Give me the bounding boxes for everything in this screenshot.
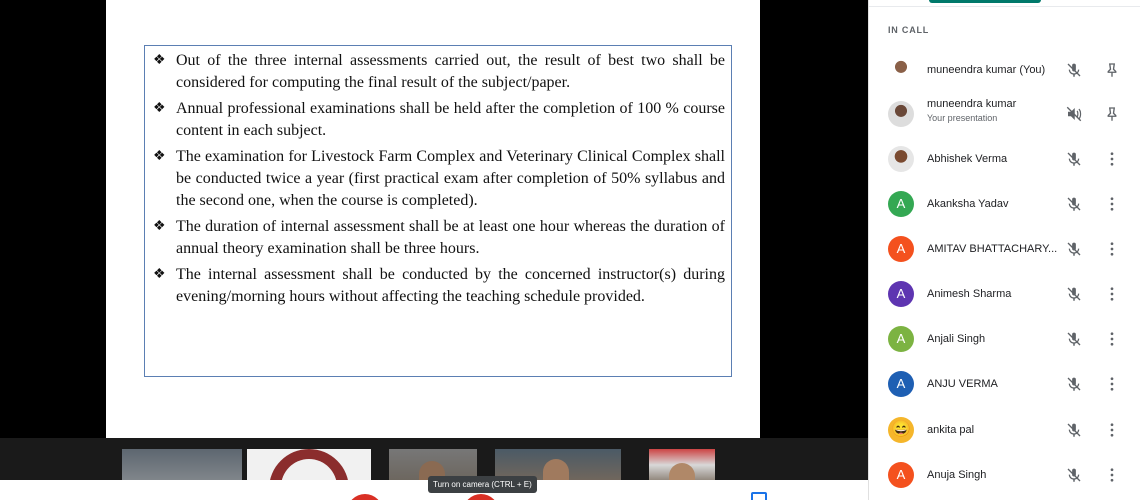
more-options-icon[interactable] xyxy=(1103,375,1121,393)
participant-name: AMITAV BHATTACHARY... xyxy=(927,243,1058,255)
participants-panel xyxy=(868,0,1140,500)
participant-row[interactable] xyxy=(869,408,1140,452)
more-options-icon[interactable] xyxy=(1103,330,1121,348)
slide-bullet xyxy=(153,146,725,212)
diamond-bullet-icon: ❖ xyxy=(153,149,166,164)
more-options-icon[interactable] xyxy=(1103,466,1121,484)
mic-off-icon xyxy=(1065,150,1083,168)
participant-subtitle: Your presentation xyxy=(927,113,998,123)
bullet-text: The examination for Livestock Farm Complex and Veterinary Clinical Complex shall be conducted twice a year (first practical exam after completion of 50% syllabus and the second one, when the course is completed). xyxy=(176,148,725,209)
mic-off-icon xyxy=(1065,285,1083,303)
avatar-photo xyxy=(888,101,914,127)
participant-name: muneendra kumar (You) xyxy=(927,64,1046,76)
slide-bullet xyxy=(153,98,725,142)
presentation-slide xyxy=(106,0,760,438)
avatar-initial: A xyxy=(888,281,914,307)
slide-bullet xyxy=(153,216,725,260)
slide-text-box xyxy=(144,45,732,377)
participant-name: Abhishek Verma xyxy=(927,153,1008,165)
participant-name: ankita pal xyxy=(927,424,975,436)
camera-tooltip: Turn on camera (CTRL + E) xyxy=(428,476,537,493)
mic-off-icon xyxy=(1065,375,1083,393)
slide-bullet xyxy=(153,264,725,308)
mic-off-icon xyxy=(1065,330,1083,348)
more-options-icon[interactable] xyxy=(1103,285,1121,303)
tab-divider xyxy=(869,6,1140,7)
diamond-bullet-icon: ❖ xyxy=(153,53,166,68)
diamond-bullet-icon: ❖ xyxy=(153,267,166,282)
active-tab-indicator xyxy=(929,0,1041,3)
mic-off-icon xyxy=(1065,61,1083,79)
avatar-photo xyxy=(888,146,914,172)
participant-row[interactable] xyxy=(869,272,1140,316)
diamond-bullet-icon: ❖ xyxy=(153,101,166,116)
avatar-photo xyxy=(888,57,914,83)
avatar-initial: A xyxy=(888,371,914,397)
avatar-initial: A xyxy=(888,462,914,488)
bullet-text: Out of the three internal assessments carried out, the result of best two shall be considered for computing the final result of the subject/paper. xyxy=(176,52,725,91)
participant-row[interactable] xyxy=(869,362,1140,406)
avatar-initial: A xyxy=(888,191,914,217)
participant-row[interactable] xyxy=(869,137,1140,181)
participant-row[interactable] xyxy=(869,227,1140,271)
diamond-bullet-icon: ❖ xyxy=(153,219,166,234)
participant-name: Anjali Singh xyxy=(927,333,986,345)
avatar-emoji-icon: 😄 xyxy=(888,417,914,443)
mic-off-icon xyxy=(1065,195,1083,213)
participant-name: Animesh Sharma xyxy=(927,288,1012,300)
more-options-icon[interactable] xyxy=(1103,195,1121,213)
present-screen-icon[interactable] xyxy=(751,492,767,500)
bullet-text: The internal assessment shall be conducted by the concerned instructor(s) during evening/morning hours without affecting the teaching schedule provided. xyxy=(176,266,725,305)
more-options-icon[interactable] xyxy=(1103,421,1121,439)
participant-row[interactable] xyxy=(869,317,1140,361)
bullet-text: Annual professional examinations shall be held after the completion of 100 % course content in each subject. xyxy=(176,100,725,139)
avatar-initial: A xyxy=(888,236,914,262)
pin-icon[interactable] xyxy=(1103,61,1121,79)
slide-bullet xyxy=(153,50,725,94)
participant-name: ANJU VERMA xyxy=(927,378,998,390)
avatar-initial: A xyxy=(888,326,914,352)
participant-row[interactable] xyxy=(869,453,1140,497)
participant-name: muneendra kumar xyxy=(927,98,1017,110)
participant-row[interactable] xyxy=(869,92,1140,136)
participant-row[interactable] xyxy=(869,182,1140,226)
bullet-text: The duration of internal assessment shall be at least one hour whereas the duration of annual theory examination shall be three hours. xyxy=(176,218,725,257)
more-options-icon[interactable] xyxy=(1103,240,1121,258)
participant-row[interactable] xyxy=(869,48,1140,92)
mic-off-icon xyxy=(1065,421,1083,439)
pin-icon[interactable] xyxy=(1103,105,1121,123)
mic-off-icon xyxy=(1065,240,1083,258)
speaker-off-icon xyxy=(1065,105,1083,123)
in-call-heading: IN CALL xyxy=(888,25,930,35)
mic-off-icon xyxy=(1065,466,1083,484)
more-options-icon[interactable] xyxy=(1103,150,1121,168)
participant-name: Anuja Singh xyxy=(927,469,987,481)
participant-name: Akanksha Yadav xyxy=(927,198,1009,210)
